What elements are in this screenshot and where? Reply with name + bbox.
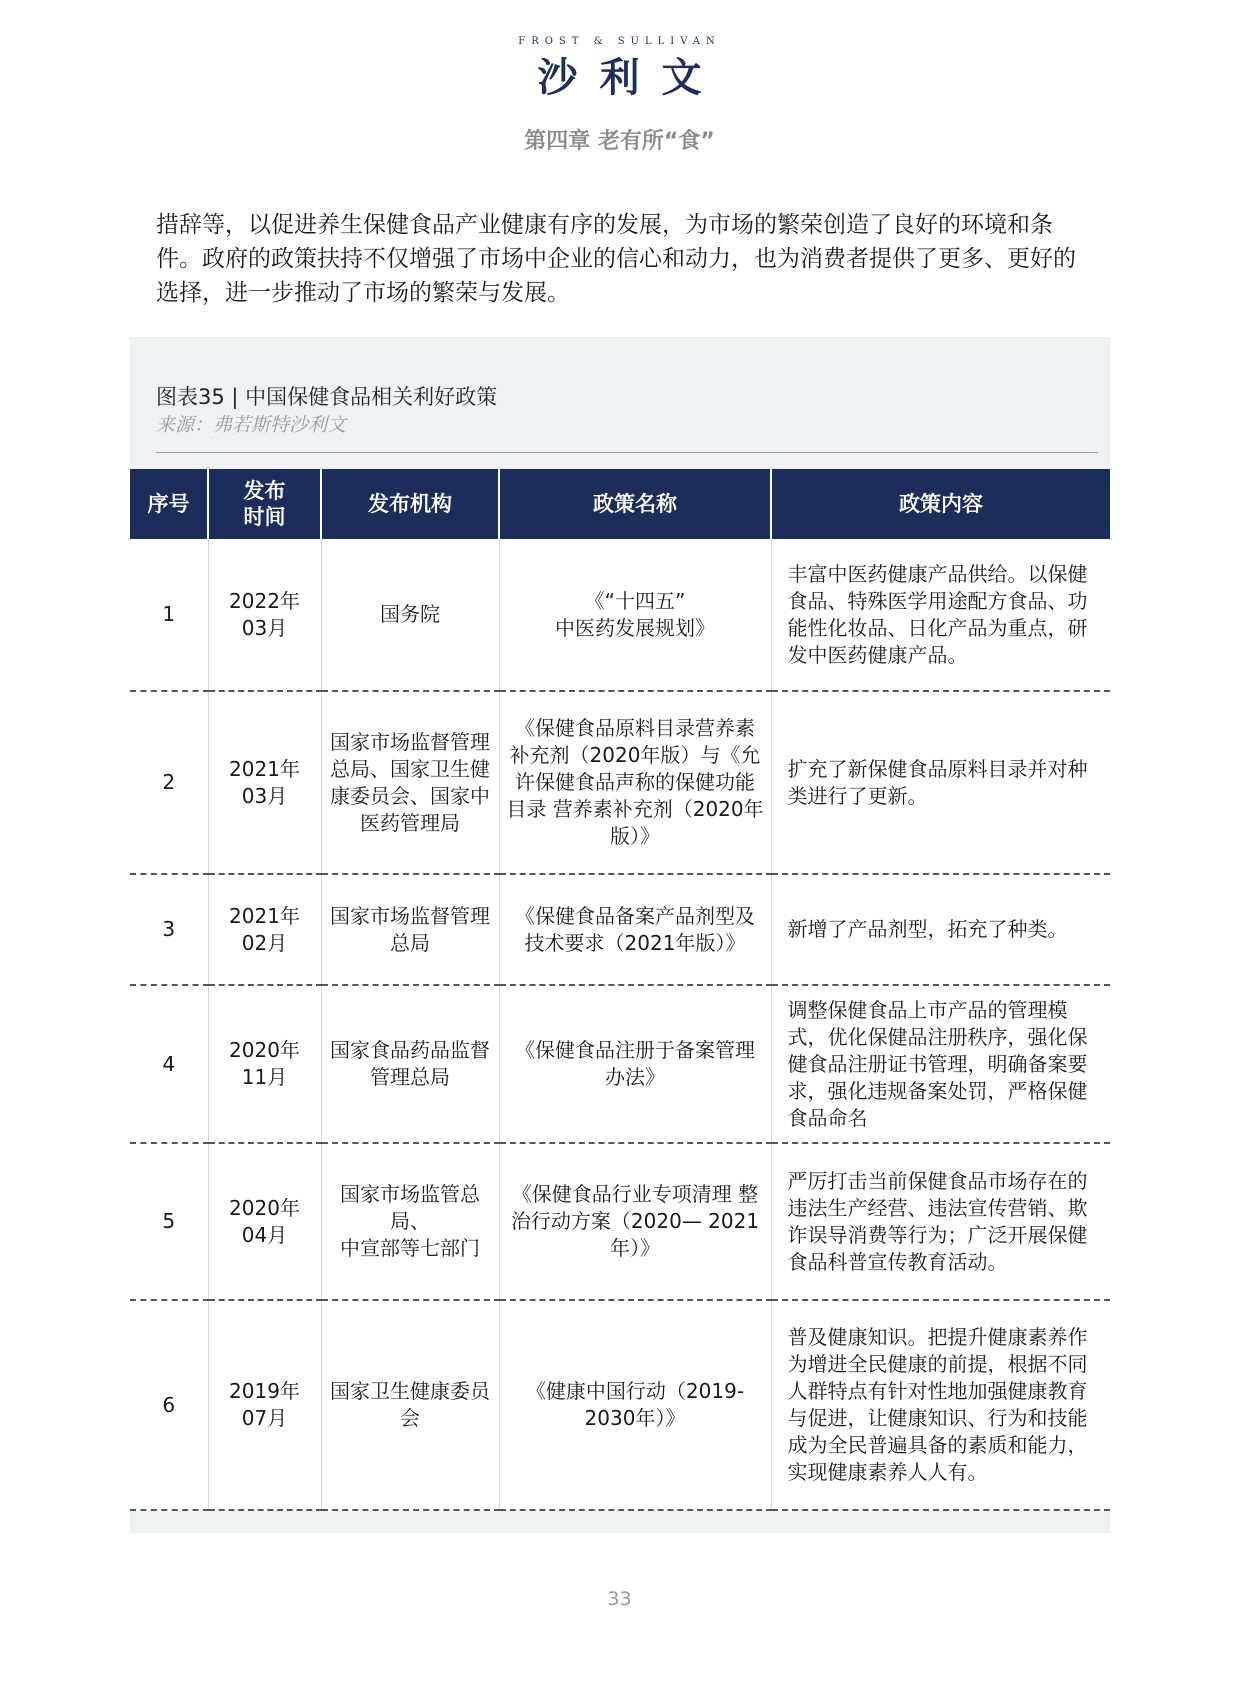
cell-org: 国务院 <box>321 539 499 691</box>
table-row <box>130 1143 1110 1300</box>
cell-policy-content: 扩充了新保健食品原料目录并对种类进行了更新。 <box>771 691 1110 874</box>
cell-policy-name: 《保健食品注册于备案管理办法》 <box>499 985 771 1143</box>
cell-org: 国家食品药品监督管理总局 <box>321 985 499 1143</box>
brand-logo: 沙利文 <box>537 55 724 101</box>
cell-date: 2022年 03月 <box>208 539 321 691</box>
table-row <box>130 874 1110 985</box>
cell-org: 国家市场监督管理总局、国家卫生健康委员会、国家中医药管理局 <box>321 691 499 874</box>
cell-policy-content: 严厉打击当前保健食品市场存在的违法生产经营、违法宣传营销、欺诈误导消费等行为；广泛开展保健食品科普宣传教育活动。 <box>771 1143 1110 1300</box>
header-date: 发布 时间 <box>208 469 321 539</box>
cell-policy-content: 新增了产品剂型，拓充了种类。 <box>771 874 1110 985</box>
header-policy-name: 政策名称 <box>499 469 771 539</box>
table-row <box>130 691 1110 874</box>
table-row <box>130 1300 1110 1510</box>
cell-no: 2 <box>130 691 208 874</box>
cell-policy-name: 《保健食品行业专项清理 整治行动方案（2020— 2021年）》 <box>499 1143 771 1300</box>
cell-policy-content: 调整保健食品上市产品的管理模式，优化保健品注册秩序，强化保健食品注册证书管理，明确备案要求，强化违规备案处罚，严格保健食品命名 <box>771 985 1110 1143</box>
cell-org: 国家市场监管总局、 中宣部等七部门 <box>321 1143 499 1300</box>
cell-policy-content: 普及健康知识。把提升健康素养作为增进全民健康的前提，根据不同人群特点有针对性地加强健康教育与促进，让健康知识、行为和技能成为全民普遍具备的素质和能力，实现健康素养人人有。 <box>771 1300 1110 1510</box>
header-policy-content: 政策内容 <box>771 469 1110 539</box>
figure-title: 图表35 | 中国保健食品相关利好政策 <box>156 385 498 409</box>
cell-date: 2019年 07月 <box>208 1300 321 1510</box>
cell-date: 2020年 11月 <box>208 985 321 1143</box>
cell-no: 1 <box>130 539 208 691</box>
cell-org: 国家市场监督管理总局 <box>321 874 499 985</box>
intro-paragraph: 措辞等，以促进养生保健食品产业健康有序的发展，为市场的繁荣创造了良好的环境和条件。政府的政策扶持不仅增强了市场中企业的信心和动力，也为消费者提供了更多、更好的选择，进一步推动了市场的繁荣与发展。 <box>156 212 1076 306</box>
cell-policy-content: 丰富中医药健康产品供给。以保健食品、特殊医学用途配方食品、功能性化妆品、日化产品为重点，研发中医药健康产品。 <box>771 539 1110 691</box>
cell-policy-name: 《保健食品备案产品剂型及 技术要求（2021年版）》 <box>499 874 771 985</box>
policy-table <box>130 469 1110 1511</box>
page-number: 33 <box>607 1588 632 1610</box>
cell-no: 5 <box>130 1143 208 1300</box>
table-row <box>130 539 1110 691</box>
cell-org: 国家卫生健康委员会 <box>321 1300 499 1510</box>
cell-policy-name: 《健康中国行动（2019-2030年）》 <box>499 1300 771 1510</box>
table-header-row <box>130 469 1110 539</box>
cell-no: 6 <box>130 1300 208 1510</box>
cell-policy-name: 《保健食品原料目录营养素 补充剂（2020年版）与《允许保健食品声称的保健功能目录 营养素补充剂（2020年版）》 <box>499 691 771 874</box>
cell-date: 2020年 04月 <box>208 1143 321 1300</box>
cell-no: 4 <box>130 985 208 1143</box>
header-no: 序号 <box>130 469 208 539</box>
cell-date: 2021年 03月 <box>208 691 321 874</box>
table-row <box>130 985 1110 1143</box>
cell-date: 2021年 02月 <box>208 874 321 985</box>
header-org: 发布机构 <box>321 469 499 539</box>
cell-policy-name: 《“十四五” 中医药发展规划》 <box>499 539 771 691</box>
chapter-title: 第四章 老有所“食” <box>524 129 715 154</box>
figure-divider <box>156 452 1098 453</box>
cell-no: 3 <box>130 874 208 985</box>
figure-source: 来源：弗若斯特沙利文 <box>156 414 347 436</box>
brand-english: FROST & SULLIVAN <box>518 36 721 47</box>
